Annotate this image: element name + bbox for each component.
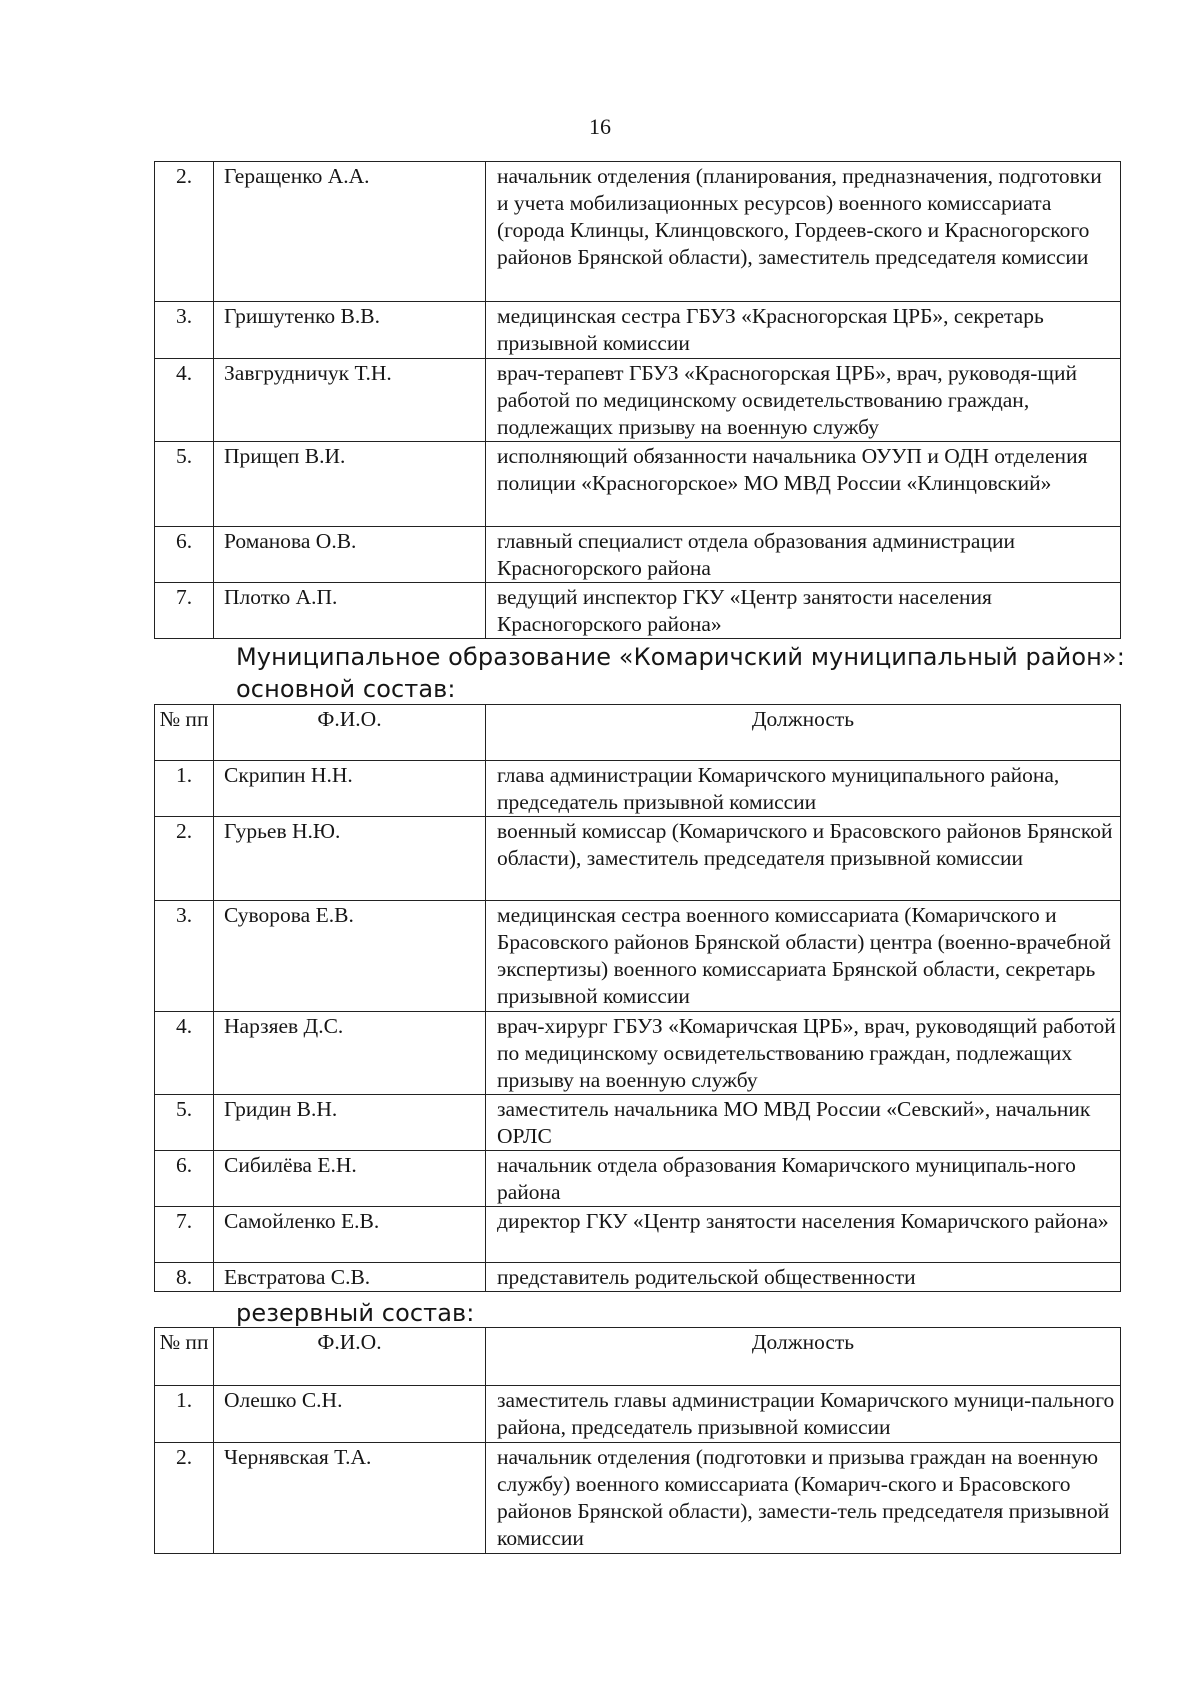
- header-position: Должность: [486, 1328, 1121, 1386]
- table-header-row: [155, 705, 1121, 761]
- section-heading-main: основной состав:: [236, 675, 456, 703]
- row-number: 1.: [155, 1386, 214, 1443]
- section-heading-reserve: резервный состав:: [236, 1299, 475, 1327]
- header-number: № пп: [155, 705, 214, 761]
- row-number: 7.: [155, 583, 214, 639]
- table-row: [155, 302, 1121, 359]
- member-position: начальник отделения (подготовки и призыва граждан на военную службу) военного комиссариата (Комарич-ского и Брасовского районов Брянской области), замести-тель председателя призывной комиссии: [486, 1443, 1121, 1554]
- row-number: 3.: [155, 901, 214, 1012]
- table-row: [155, 162, 1121, 302]
- member-name: Евстратова С.В.: [214, 1263, 486, 1292]
- row-number: 5.: [155, 442, 214, 527]
- row-number: 1.: [155, 761, 214, 817]
- row-number: 8.: [155, 1263, 214, 1292]
- member-position: заместитель главы администрации Комаричского муници-пального района, председатель призывной комиссии: [486, 1386, 1121, 1443]
- reserve-composition-table: [154, 1327, 1121, 1554]
- member-position: начальник отдела образования Комаричского муниципаль-ного района: [486, 1151, 1121, 1207]
- member-position: глава администрации Комаричского муниципального района, председатель призывной комиссии: [486, 761, 1121, 817]
- table-row: [155, 1012, 1121, 1095]
- row-number: 5.: [155, 1095, 214, 1151]
- row-number: 2.: [155, 162, 214, 302]
- header-name: Ф.И.О.: [214, 1328, 486, 1386]
- table-row: [155, 1207, 1121, 1263]
- member-name: Олешко С.Н.: [214, 1386, 486, 1443]
- member-position: медицинская сестра военного комиссариата (Комаричского и Брасовского районов Брянской области) центра (военно-врачебной экспертизы) военного комиссариата Брянской области, секретарь призывной комиссии: [486, 901, 1121, 1012]
- member-name: Сибилёва Е.Н.: [214, 1151, 486, 1207]
- table-row: [155, 1263, 1121, 1292]
- row-number: 4.: [155, 359, 214, 442]
- row-number: 7.: [155, 1207, 214, 1263]
- member-position: ведущий инспектор ГКУ «Центр занятости населения Красногорского района»: [486, 583, 1121, 639]
- header-name: Ф.И.О.: [214, 705, 486, 761]
- member-name: Гурьев Н.Ю.: [214, 817, 486, 901]
- member-position: заместитель начальника МО МВД России «Севский», начальник ОРЛС: [486, 1095, 1121, 1151]
- member-name: Геращенко А.А.: [214, 162, 486, 302]
- header-number: № пп: [155, 1328, 214, 1386]
- member-position: врач-терапевт ГБУЗ «Красногорская ЦРБ», врач, руководя-щий работой по медицинскому освидетельствованию граждан, подлежащих призыву на военную службу: [486, 359, 1121, 442]
- member-name: Прищеп В.И.: [214, 442, 486, 527]
- member-position: начальник отделения (планирования, предназначения, подготовки и учета мобилизационных ресурсов) военного комиссариата (города Клинцы, Клинцовского, Гордеев-ского и Красногорского районов Брянской области), заместитель председателя комиссии: [486, 162, 1121, 302]
- member-name: Скрипин Н.Н.: [214, 761, 486, 817]
- table-row: [155, 442, 1121, 527]
- member-name: Гридин В.Н.: [214, 1095, 486, 1151]
- member-name: Суворова Е.В.: [214, 901, 486, 1012]
- table-row: [155, 761, 1121, 817]
- member-position: исполняющий обязанности начальника ОУУП и ОДН отделения полиции «Красногорское» МО МВД России «Клинцовский»: [486, 442, 1121, 527]
- table-row: [155, 359, 1121, 442]
- table-row: [155, 583, 1121, 639]
- main-composition-table: [154, 704, 1121, 1292]
- member-name: Самойленко Е.В.: [214, 1207, 486, 1263]
- table-row: [155, 527, 1121, 583]
- member-name: Плотко А.П.: [214, 583, 486, 639]
- member-position: главный специалист отдела образования администрации Красногорского района: [486, 527, 1121, 583]
- table-row: [155, 901, 1121, 1012]
- member-position: директор ГКУ «Центр занятости населения Комаричского района»: [486, 1207, 1121, 1263]
- table-row: [155, 817, 1121, 901]
- row-number: 2.: [155, 817, 214, 901]
- table-header-row: [155, 1328, 1121, 1386]
- table-row: [155, 1151, 1121, 1207]
- member-position: врач-хирург ГБУЗ «Комаричская ЦРБ», врач, руководящий работой по медицинскому освидетельствованию граждан, подлежащих призыву на военную службу: [486, 1012, 1121, 1095]
- row-number: 4.: [155, 1012, 214, 1095]
- member-position: военный комиссар (Комаричского и Брасовского районов Брянской области), заместитель председателя призывной комиссии: [486, 817, 1121, 901]
- row-number: 6.: [155, 1151, 214, 1207]
- table-row: [155, 1095, 1121, 1151]
- section-heading-municipality: Муниципальное образование «Комаричский муниципальный район»:: [236, 643, 1125, 671]
- member-name: Завгрудничук Т.Н.: [214, 359, 486, 442]
- member-name: Чернявская Т.А.: [214, 1443, 486, 1554]
- row-number: 6.: [155, 527, 214, 583]
- commission-table-continuation: [154, 161, 1121, 639]
- member-position: представитель родительской общественности: [486, 1263, 1121, 1292]
- table-row: [155, 1386, 1121, 1443]
- row-number: 3.: [155, 302, 214, 359]
- header-position: Должность: [486, 705, 1121, 761]
- table-row: [155, 1443, 1121, 1554]
- page-number: 16: [589, 114, 611, 139]
- member-name: Гришутенко В.В.: [214, 302, 486, 359]
- member-name: Романова О.В.: [214, 527, 486, 583]
- member-position: медицинская сестра ГБУЗ «Красногорская ЦРБ», секретарь призывной комиссии: [486, 302, 1121, 359]
- member-name: Нарзяев Д.С.: [214, 1012, 486, 1095]
- row-number: 2.: [155, 1443, 214, 1554]
